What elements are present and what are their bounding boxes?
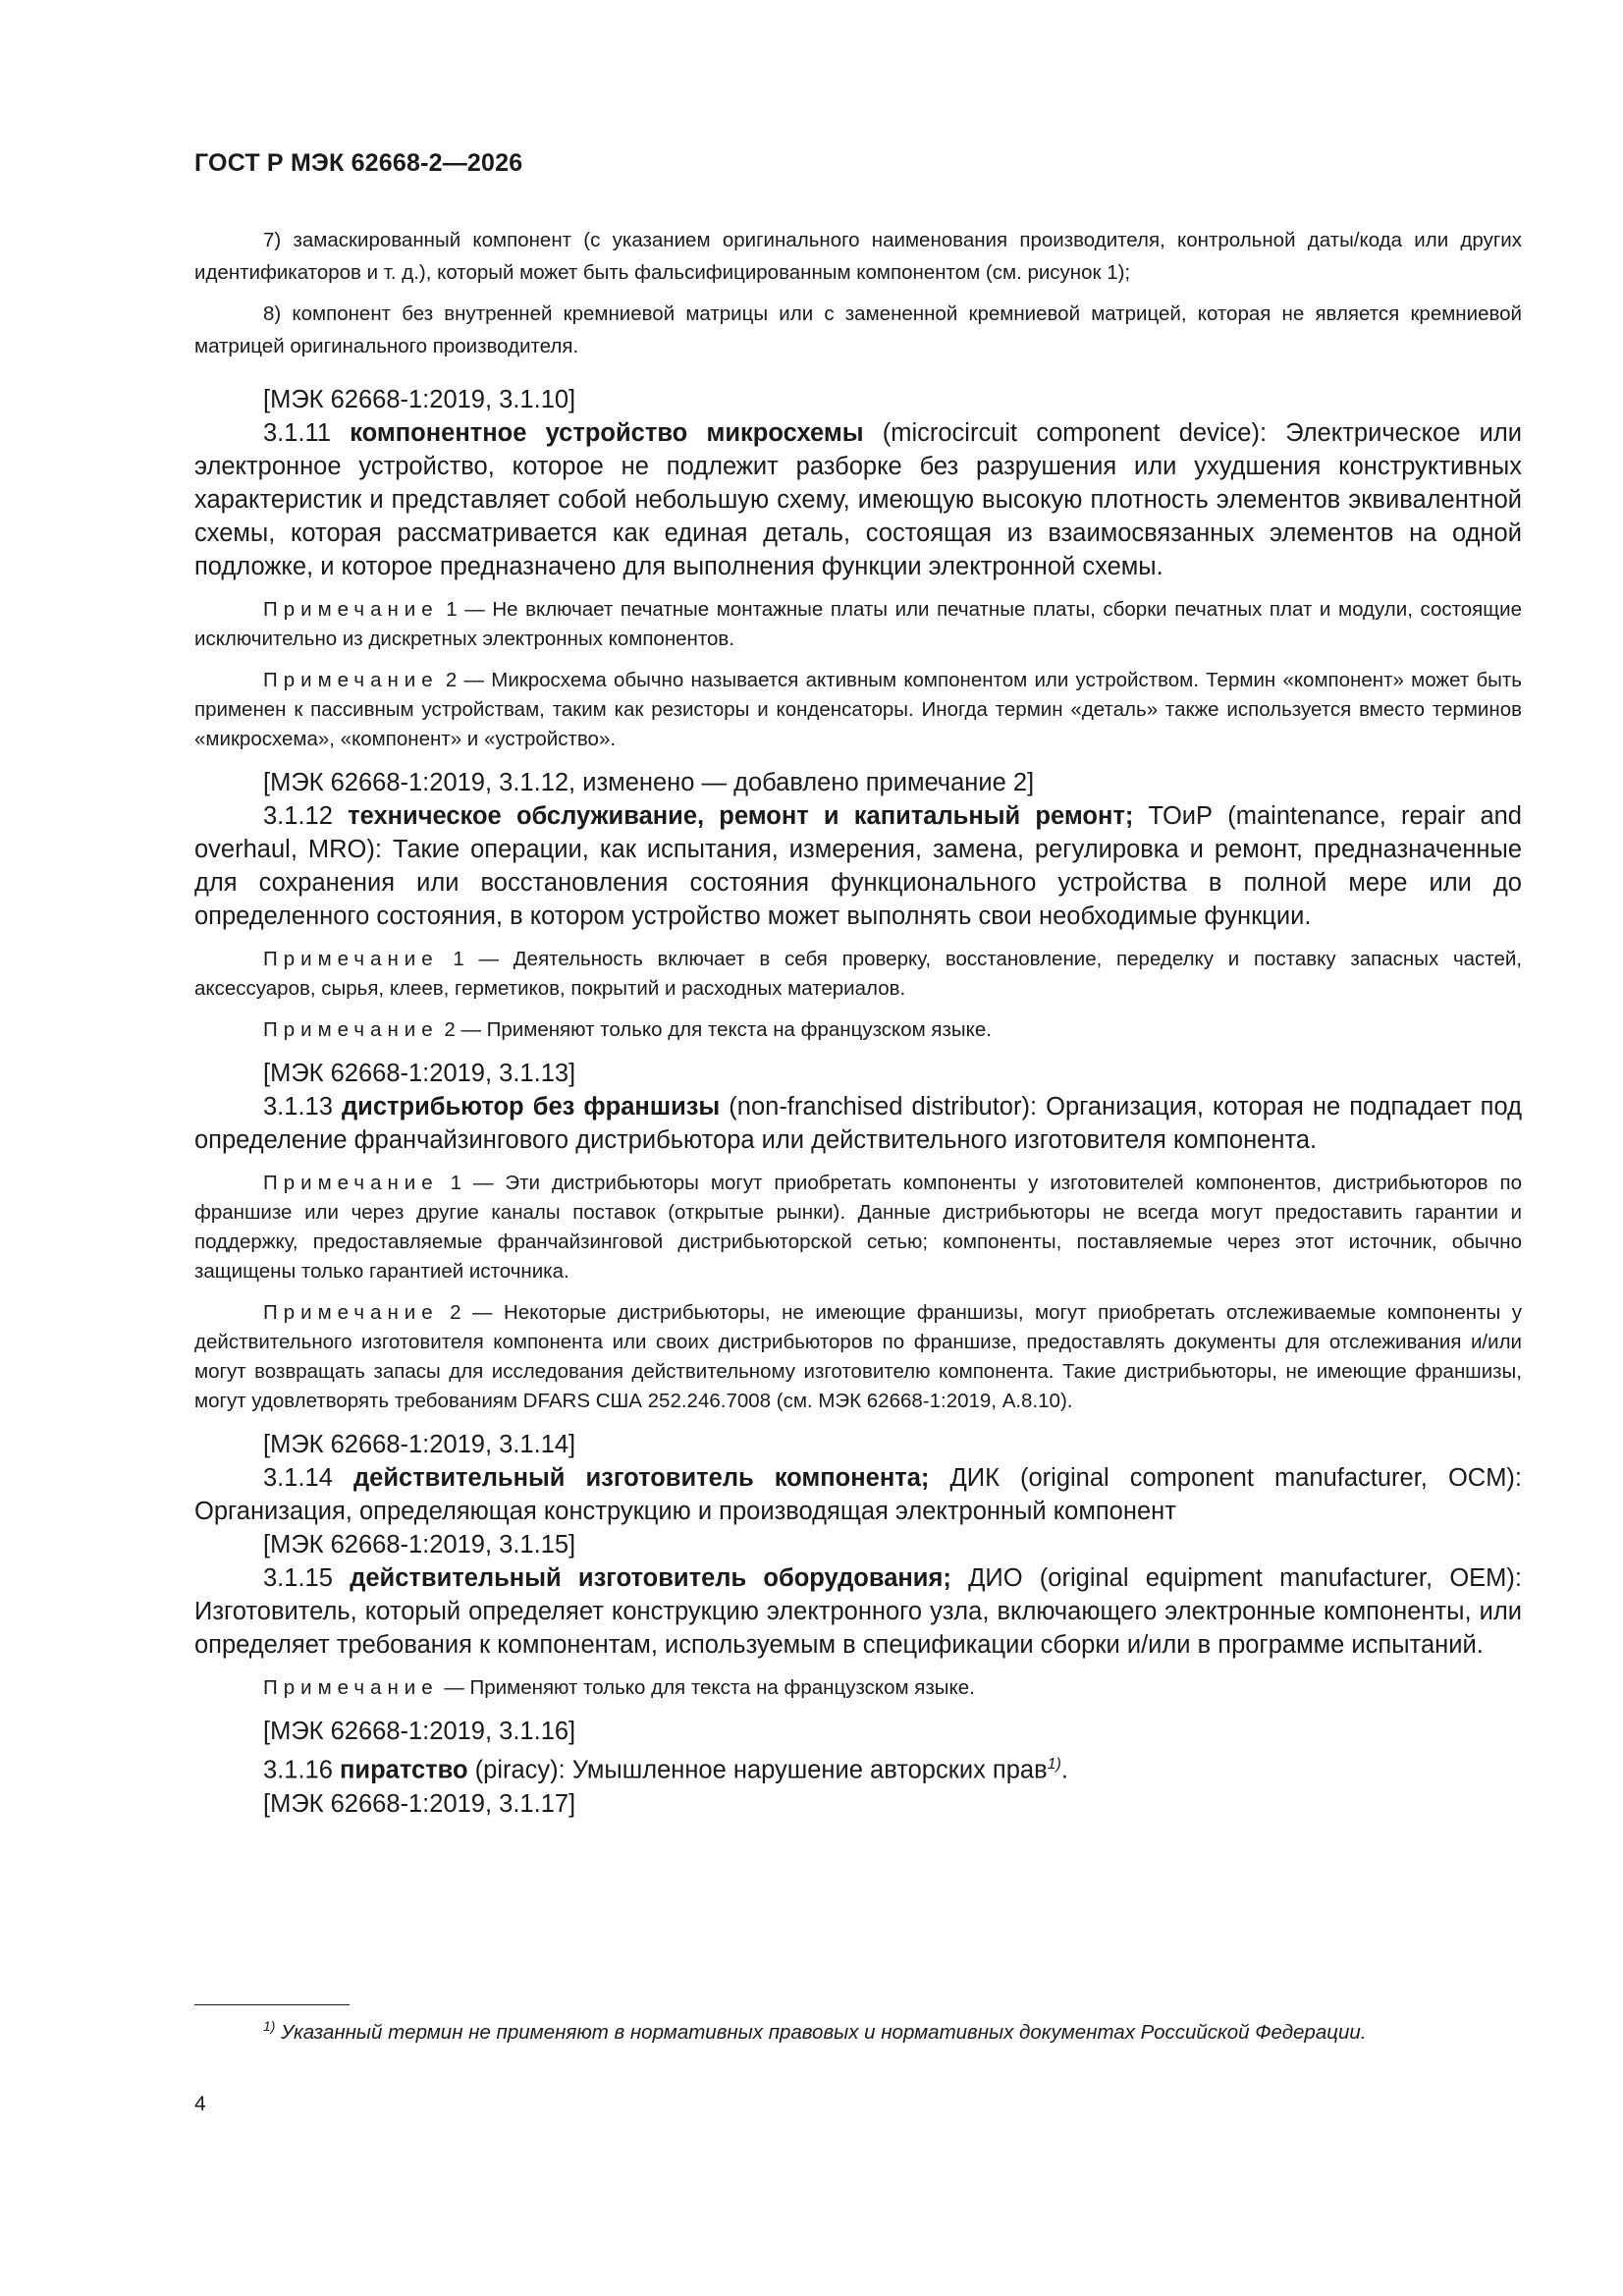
term-name: техническое обслуживание, ремонт и капитальный ремонт; bbox=[348, 802, 1134, 830]
footnote-marker: 1) bbox=[1047, 1756, 1061, 1773]
term-3-1-14 bbox=[194, 1461, 1522, 1528]
term-number: 3.1.16 bbox=[263, 1756, 333, 1784]
reference: [МЭК 62668-1:2019, 3.1.10] bbox=[263, 386, 576, 413]
note-label: Примечание bbox=[263, 669, 439, 691]
term-name: дистрибьютор без франшизы bbox=[341, 1093, 721, 1121]
note-text: 2 — Некоторые дистрибьюторы, не имеющие франшизы, могут приобретать отслеживаемые компоненты у действительного изготовителя компонента или своих дистрибьюторов по франшизе, предоставлять документы для отслеживания и/или могут возвращать запасы для исследования действительному изготовителю компонента. Такие дистрибьюторы, не имеющие франшизы, могут удовлетворять требованиям DFARS США 252.246.7008 (см. МЭК 62668-1:2019, А.8.10). bbox=[194, 1301, 1522, 1412]
term-3-1-13 bbox=[194, 1090, 1522, 1157]
note bbox=[194, 1015, 1522, 1045]
note-text: 1 — Деятельность включает в себя проверку, восстановление, переделку и поставку запасных частей, аксессуаров, сырья, клеев, герметиков, покрытий и расходных материалов. bbox=[194, 948, 1522, 1000]
term-number: 3.1.12 bbox=[263, 802, 333, 830]
term-name: пиратство bbox=[340, 1756, 468, 1784]
footnote-text: Указанный термин не применяют в нормативных правовых и нормативных документах Российской Федерации. bbox=[275, 2020, 1367, 2044]
note bbox=[194, 1673, 1522, 1703]
list-item-8: 8) компонент без внутренней кремниевой матрицы или с замененной кремниевой матрицей, которая не является кремниевой матрицей оригинального производителя. bbox=[194, 302, 1522, 357]
note bbox=[194, 1298, 1522, 1416]
page-number: 4 bbox=[194, 2093, 206, 2115]
term-number: 3.1.15 bbox=[263, 1564, 333, 1592]
reference: [МЭК 62668-1:2019, 3.1.13] bbox=[263, 1060, 576, 1087]
note bbox=[194, 666, 1522, 754]
note-label: Примечание bbox=[263, 1676, 439, 1699]
note-label: Примечание bbox=[263, 948, 439, 970]
footnote-separator bbox=[194, 2004, 350, 2005]
list-item-7: 7) замаскированный компонент (с указанием оригинального наименования производителя, контрольной даты/кода или других идентификаторов и т. д.), который может быть фальсифицированным компонентом (см. рисунок 1); bbox=[194, 229, 1522, 284]
note-text: — Применяют только для текста на французском языке. bbox=[438, 1676, 975, 1699]
reference: [МЭК 62668-1:2019, 3.1.16] bbox=[263, 1718, 576, 1745]
term-3-1-12 bbox=[194, 799, 1522, 933]
note-label: Примечание bbox=[263, 1172, 439, 1194]
term-end: . bbox=[1060, 1756, 1068, 1784]
term-definition: ДИО (original equipment manufacturer, OEM): Изготовитель, который определяет конструкцию электронного узла, включающего электронные компоненты, или определяет требования к компонентам, используемым в спецификации сборки и/или в программе испытаний. bbox=[194, 1564, 1522, 1659]
reference: [МЭК 62668-1:2019, 3.1.12, изменено — добавлено примечание 2] bbox=[263, 769, 1035, 796]
note bbox=[194, 945, 1522, 1004]
term-number: 3.1.11 bbox=[263, 419, 332, 447]
reference: [МЭК 62668-1:2019, 3.1.14] bbox=[263, 1431, 576, 1458]
reference: [МЭК 62668-1:2019, 3.1.15] bbox=[263, 1531, 576, 1558]
footnote bbox=[194, 2011, 1522, 2048]
term-3-1-16 bbox=[194, 1748, 1522, 1787]
note-label: Примечание bbox=[263, 1301, 439, 1324]
term-definition: ТОиР (maintenance, repair and overhaul, MRO): Такие операции, как испытания, измерения, замена, регулировка и ремонт, предназначенные для сохранения или восстановления состояния функционального устройства в полной мере или до определенного состояния, в котором устройство может выполнять свои необходимые функции. bbox=[194, 802, 1522, 930]
term-name: компонентное устройство микросхемы bbox=[350, 419, 864, 447]
document-body bbox=[194, 224, 1522, 1821]
term-definition: (microcircuit component device): Электрическое или электронное устройство, которое не подлежит разборке без разрушения или ухудшения конструктивных характеристик и представляет собой небольшую схему, имеющую высокую плотность элементов эквивалентной схемы, которая рассматривается как единая деталь, состоящая из взаимосвязанных элементов на одной подложке, и которое предназначено для выполнения функции электронной схемы. bbox=[194, 419, 1522, 580]
term-number: 3.1.13 bbox=[263, 1093, 333, 1121]
note-text: 2 — Применяют только для текста на французском языке. bbox=[438, 1018, 992, 1041]
note bbox=[194, 1169, 1522, 1286]
document-header: ГОСТ Р МЭК 62668-2—2026 bbox=[194, 149, 523, 177]
footnote-mark: 1) bbox=[263, 2018, 276, 2034]
term-3-1-15 bbox=[194, 1561, 1522, 1662]
note bbox=[194, 595, 1522, 654]
note-text: 1 — Не включает печатные монтажные платы или печатные платы, сборки печатных плат и модули, состоящие исключительно из дискретных электронных компонентов. bbox=[194, 598, 1522, 650]
term-name: действительный изготовитель оборудования; bbox=[350, 1564, 951, 1592]
note-text: 1 — Эти дистрибьюторы могут приобретать компоненты у изготовителей компонентов, дистрибьюторов по франшизе или через другие каналы поставок (открытые рынки). Данные дистрибьюторы не всегда могут предоставить гарантии и поддержку, предоставляемые франчайзинговой дистрибьюторской сетью; компоненты, поставляемые через этот источник, обычно защищены только гарантией источника. bbox=[194, 1172, 1522, 1283]
term-definition: (piracy): Умышленное нарушение авторских прав bbox=[467, 1756, 1048, 1784]
note-text: 2 — Микросхема обычно называется активным компонентом или устройством. Термин «компонент» может быть применен к пассивным устройствам, таким как резисторы и конденсаторы. Иногда термин «деталь» также используется вместо терминов «микросхема», «компонент» и «устройство». bbox=[194, 669, 1522, 750]
note-label: Примечание bbox=[263, 1018, 439, 1041]
note-label: Примечание bbox=[263, 598, 439, 621]
reference: [МЭК 62668-1:2019, 3.1.17] bbox=[263, 1789, 576, 1818]
term-definition: (non-franchised distributor): Организация, которая не подпадает под определение франчайзингового дистрибьютора или действительного изготовителя компонента. bbox=[194, 1093, 1522, 1154]
term-definition: ДИК (original component manufacturer, OCM): Организация, определяющая конструкцию и производящая электронный компонент bbox=[194, 1464, 1523, 1525]
term-name: действительный изготовитель компонента; bbox=[352, 1464, 930, 1492]
term-3-1-11 bbox=[194, 416, 1522, 583]
term-number: 3.1.14 bbox=[263, 1464, 333, 1492]
